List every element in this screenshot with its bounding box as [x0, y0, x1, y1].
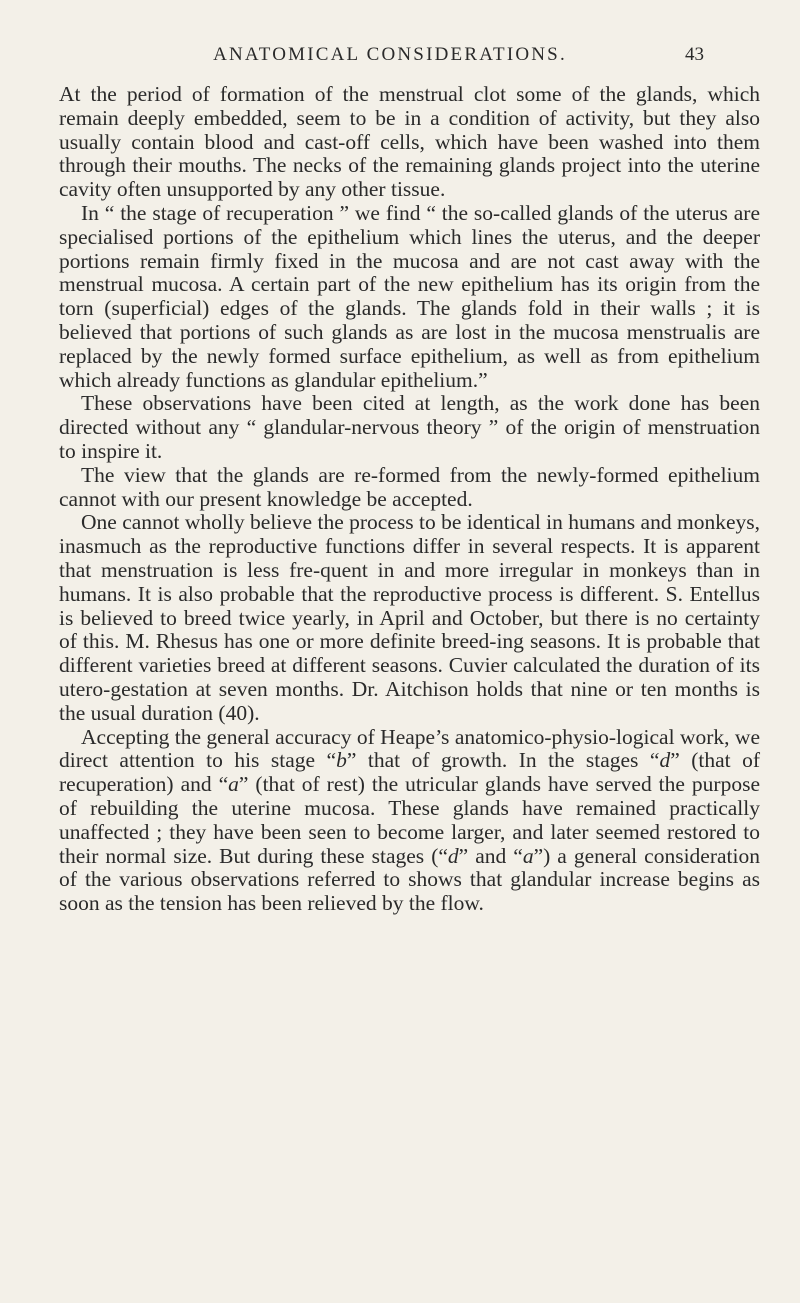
- paragraph-6-part-2: ” that of growth. In the stages “: [346, 748, 660, 773]
- paragraph-6-part-1: Accepting the general accuracy of Heape’s anatomico-physio-logical work, we direct attention to his stage “: [59, 724, 760, 773]
- stage-b: b: [336, 748, 347, 773]
- paragraph-5: One cannot wholly believe the process to be identical in humans and monkeys, inasmuch as the reproductive functions differ in several respects. It is apparent that menstruation is less fre-quent in and more irregular in monkeys than in humans. It is also probable that the reproductive process is different. S. Entellus is believed to breed twice yearly, in April and October, but there is no certainty of this. M. Rhesus has one or more definite breed-ing seasons. It is probable that different varieties breed at different seasons. Cuvier calculated the duration of its utero-gestation at seven months. Dr. Aitchison holds that nine or ten months is the usual duration (40).: [59, 510, 760, 725]
- paragraph-6: [59, 726, 760, 916]
- paragraph-3: These observations have been cited at length, as the work done has been directed without any “ glandular-nervous theory ” of the origin of menstruation to inspire it.: [59, 391, 760, 463]
- paragraph-1: At the period of formation of the menstrual clot some of the glands, which remain deeply embedded, seem to be in a condition of activity, but they also usually contain blood and cast-off cells, which have been washed into them through their mouths. The necks of the remaining glands project into the uterine cavity often unsupported by any other tissue.: [59, 82, 760, 202]
- paragraph-6-part-4: ” (that of rest) the utricular glands have served the purpose of rebuilding the uterine mucosa. These glands have remained practically unaffected ; they have been seen to become larger, and later seemed restored to their normal size. But during these stages (“: [59, 772, 760, 868]
- stage-a-second: a: [522, 843, 534, 868]
- body-text: [59, 83, 760, 916]
- stage-a: a: [228, 772, 239, 797]
- stage-d-second: d: [447, 843, 459, 868]
- paragraph-2: In “ the stage of recuperation ” we find “ the so-called glands of the uterus are specialised portions of the epithelium which lines the uterus, and the deeper portions remain firmly fixed in the mucosa and are not cast away with the menstrual mucosa. A certain part of the new epithelium has its origin from the torn (superficial) edges of the glands. The glands fold in their walls ; it is believed that portions of such glands as are lost in the mucosa menstrualis are replaced by the newly formed surface epithelium, as well as from epithelium which already functions as glandular epithelium.”: [59, 200, 760, 392]
- stage-d: d: [659, 748, 671, 773]
- paragraph-6-part-6: ”) a general consideration of the various observations referred to shows that glandular increase begins as soon as the tension has been relieved by the flow.: [59, 843, 760, 916]
- paragraph-6-part-5: ” and “: [458, 843, 523, 868]
- running-head: ANATOMICAL CONSIDERATIONS.: [213, 44, 567, 65]
- page-number: 43: [685, 44, 704, 65]
- paragraph-4: The view that the glands are re-formed from the newly-formed epithelium cannot with our present knowledge be accepted.: [59, 462, 760, 511]
- paragraph-6-part-3: ” (that of recuperation) and “: [59, 748, 760, 797]
